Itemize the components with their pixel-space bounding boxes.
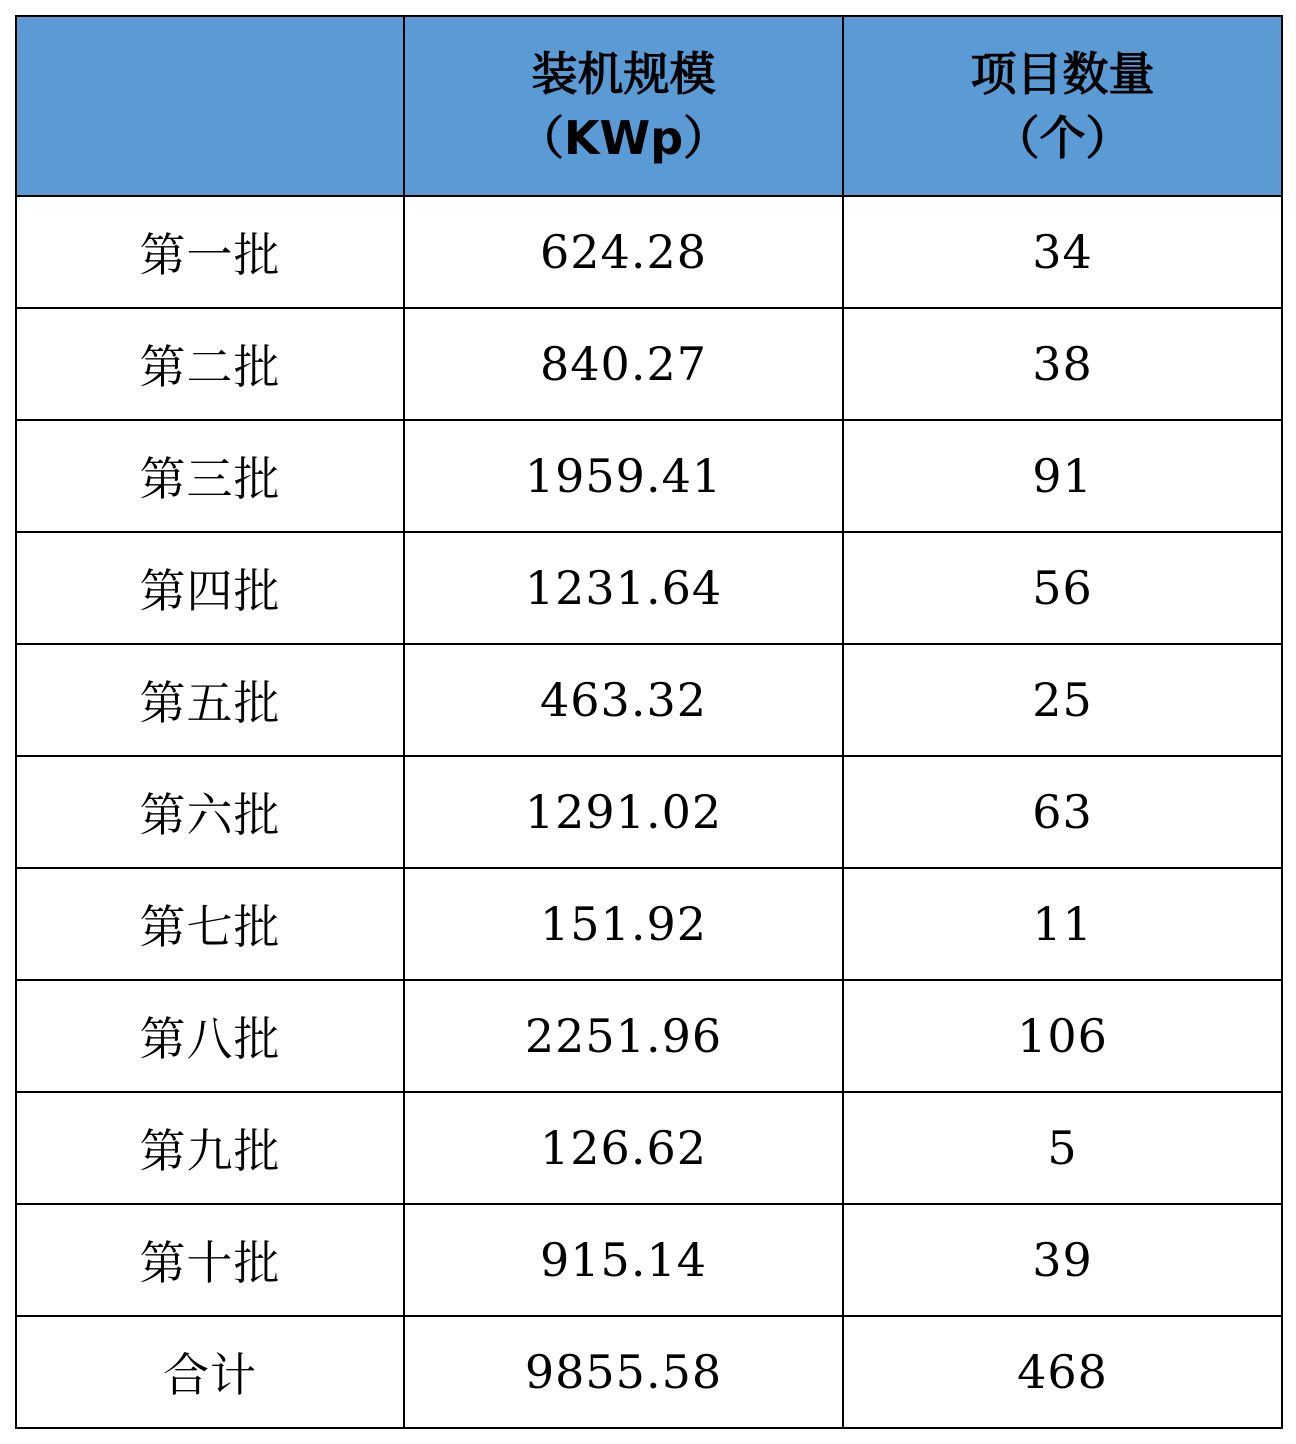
batch-cell: 第三批 [16, 420, 404, 532]
header-batch-cell [16, 16, 404, 196]
count-cell: 38 [843, 308, 1282, 420]
capacity-cell: 463.32 [404, 644, 843, 756]
table-row [16, 532, 1282, 644]
count-cell: 11 [843, 868, 1282, 980]
table-row [16, 308, 1282, 420]
count-cell: 63 [843, 756, 1282, 868]
total-capacity-cell: 9855.58 [404, 1316, 843, 1428]
capacity-cell: 126.62 [404, 1092, 843, 1204]
capacity-cell: 915.14 [404, 1204, 843, 1316]
count-cell: 25 [843, 644, 1282, 756]
table-row [16, 644, 1282, 756]
table-row [16, 1092, 1282, 1204]
table-header [16, 16, 1282, 196]
capacity-cell: 1291.02 [404, 756, 843, 868]
capacity-cell: 151.92 [404, 868, 843, 980]
header-capacity-cell [404, 16, 843, 196]
batch-cell: 第六批 [16, 756, 404, 868]
batch-cell: 第七批 [16, 868, 404, 980]
header-count-unit: （个） [993, 111, 1132, 165]
batch-cell: 第五批 [16, 644, 404, 756]
count-cell: 106 [843, 980, 1282, 1092]
count-cell: 39 [843, 1204, 1282, 1316]
count-cell: 91 [843, 420, 1282, 532]
batch-cell: 第四批 [16, 532, 404, 644]
header-count-cell [843, 16, 1282, 196]
batch-statistics-table [15, 15, 1283, 1429]
table-row [16, 1204, 1282, 1316]
header-capacity-title: 装机规模 [531, 47, 716, 101]
batch-cell: 第八批 [16, 980, 404, 1092]
total-label-cell: 合计 [16, 1316, 404, 1428]
table-row [16, 196, 1282, 308]
table-row [16, 868, 1282, 980]
capacity-cell: 624.28 [404, 196, 843, 308]
table-row [16, 980, 1282, 1092]
header-count-title: 项目数量 [970, 47, 1155, 101]
header-row [16, 16, 1282, 196]
capacity-cell: 2251.96 [404, 980, 843, 1092]
count-cell: 5 [843, 1092, 1282, 1204]
batch-cell: 第十批 [16, 1204, 404, 1316]
total-row [16, 1316, 1282, 1428]
batch-cell: 第九批 [16, 1092, 404, 1204]
table-row [16, 420, 1282, 532]
capacity-cell: 1231.64 [404, 532, 843, 644]
capacity-cell: 1959.41 [404, 420, 843, 532]
count-cell: 56 [843, 532, 1282, 644]
header-capacity-unit: （KWp） [517, 111, 730, 165]
batch-cell: 第一批 [16, 196, 404, 308]
table-row [16, 756, 1282, 868]
count-cell: 34 [843, 196, 1282, 308]
table-body [16, 196, 1282, 1428]
total-count-cell: 468 [843, 1316, 1282, 1428]
capacity-cell: 840.27 [404, 308, 843, 420]
batch-cell: 第二批 [16, 308, 404, 420]
